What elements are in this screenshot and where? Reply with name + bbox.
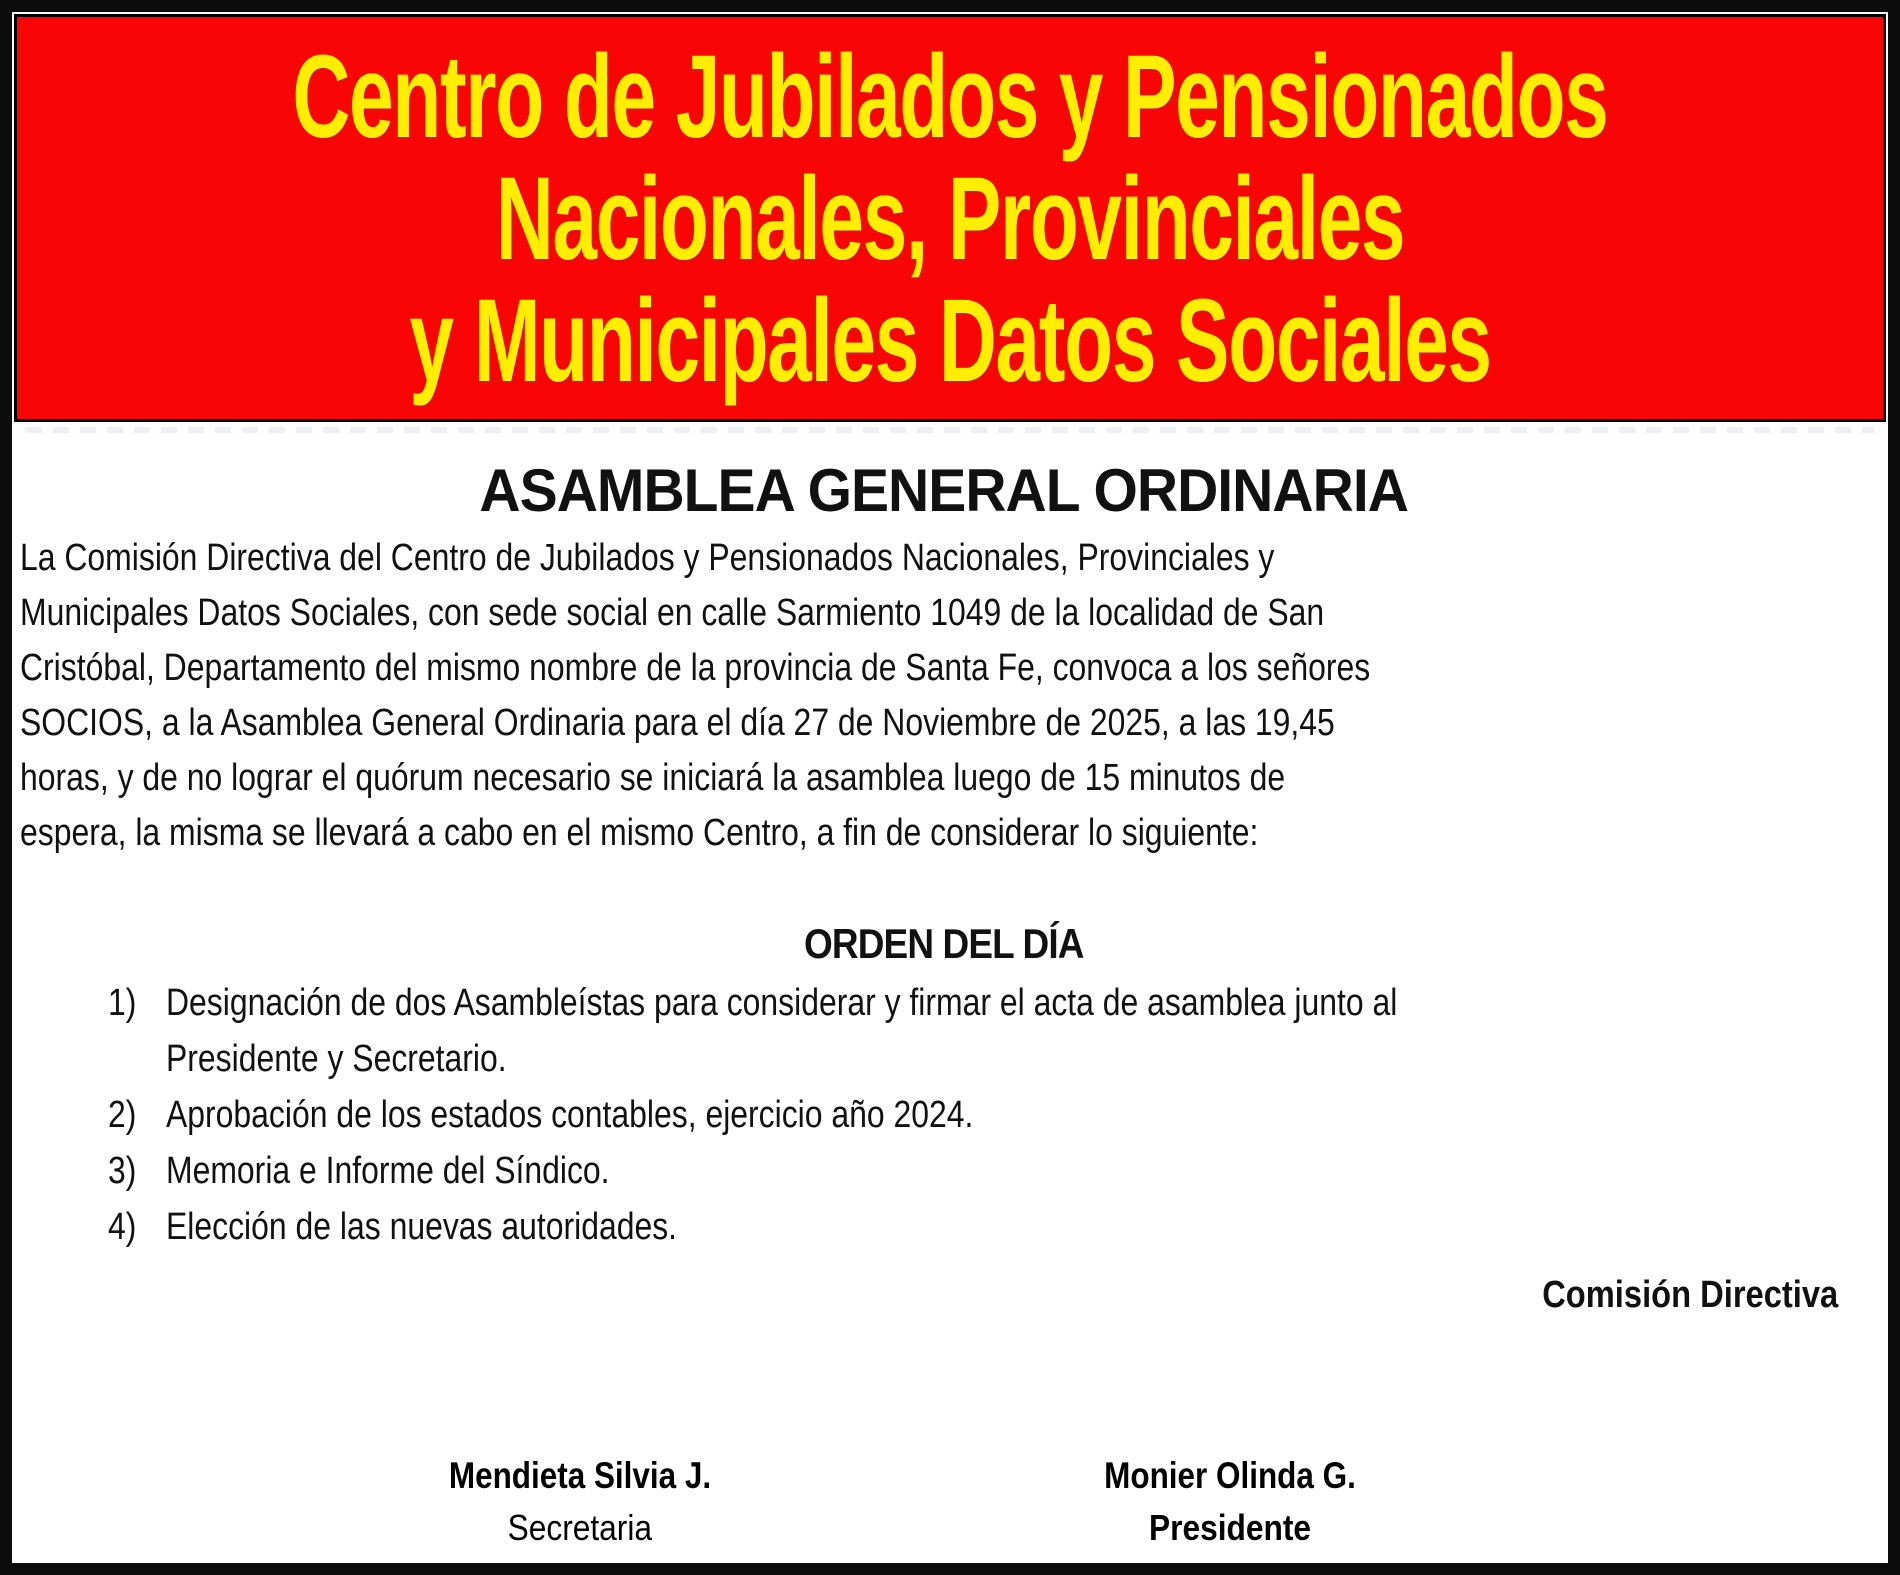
masthead-banner bbox=[14, 14, 1886, 422]
agenda-item-line bbox=[166, 1143, 1868, 1199]
signature-role-text: Presidente bbox=[1148, 1507, 1311, 1548]
agenda-item-number bbox=[108, 1199, 166, 1255]
paragraph-line bbox=[20, 586, 1868, 641]
agenda-item-number-text: 2) bbox=[108, 1094, 137, 1136]
closing-signoff-text: Comisión Directiva bbox=[1541, 1274, 1838, 1316]
agenda-title bbox=[20, 919, 1868, 969]
agenda-item-line bbox=[166, 975, 1868, 1031]
paragraph-line bbox=[20, 696, 1868, 751]
signature-name bbox=[1082, 1450, 1378, 1502]
notice-title bbox=[20, 457, 1868, 525]
agenda-item-body bbox=[166, 975, 1868, 1087]
notice-body bbox=[12, 433, 1888, 1321]
paragraph-line-text: Municipales Datos Sociales, con sede social en calle Sarmiento 1049 de la localidad de San bbox=[20, 592, 1325, 634]
agenda-item-line-text: Memoria e Informe del Síndico. bbox=[166, 1150, 610, 1192]
paragraph-line-text: horas, y de no lograr el quórum necesario se iniciará la asamblea luego de 15 minutos de bbox=[20, 757, 1286, 799]
banner-line bbox=[155, 275, 1745, 407]
banner-line-text: y Municipales Datos Sociales bbox=[409, 275, 1491, 407]
signature-role bbox=[1082, 1502, 1378, 1554]
banner-line-text: Centro de Jubilados y Pensionados bbox=[292, 31, 1608, 163]
signature-name-text: Monier Olinda G. bbox=[1104, 1455, 1356, 1496]
signature-name-text: Mendieta Silvia J. bbox=[448, 1455, 712, 1496]
agenda-item-number-text: 4) bbox=[108, 1206, 137, 1248]
banner-line bbox=[0, 31, 1900, 163]
agenda-item-number bbox=[108, 975, 166, 1031]
agenda-item-line-text: Elección de las nuevas autoridades. bbox=[166, 1206, 678, 1248]
paragraph-line-text: SOCIOS, a la Asamblea General Ordinaria para el día 27 de Noviembre de 2025, a las 19,45 bbox=[20, 702, 1335, 744]
paragraph-line bbox=[20, 531, 1868, 586]
agenda-item-4 bbox=[20, 1199, 1868, 1255]
agenda-item-1 bbox=[20, 975, 1868, 1087]
agenda-item-line-text: Presidente y Secretario. bbox=[166, 1038, 507, 1080]
signature-role bbox=[426, 1502, 734, 1554]
banner-line-text: Nacionales, Provinciales bbox=[495, 153, 1405, 285]
paragraph-line-text: Cristóbal, Departamento del mismo nombre de la provincia de Santa Fe, convoca a los señores bbox=[20, 647, 1371, 689]
agenda-list bbox=[20, 975, 1868, 1255]
agenda-item-2 bbox=[20, 1087, 1868, 1143]
banner-line bbox=[282, 153, 1618, 285]
agenda-item-line bbox=[166, 1031, 1868, 1087]
paragraph-line bbox=[20, 806, 1868, 861]
agenda-item-line bbox=[166, 1087, 1868, 1143]
paragraph-line-text: espera, la misma se llevará a cabo en el mismo Centro, a fin de considerar lo siguiente: bbox=[20, 812, 1259, 854]
agenda-item-3 bbox=[20, 1143, 1868, 1199]
agenda-item-number-text: 1) bbox=[108, 982, 137, 1024]
paragraph-line bbox=[20, 641, 1868, 696]
convocation-paragraph bbox=[20, 531, 1868, 861]
signature-secretaria bbox=[426, 1450, 734, 1554]
signature-name bbox=[426, 1450, 734, 1502]
agenda-item-number bbox=[108, 1143, 166, 1199]
agenda-item-line-text: Aprobación de los estados contables, ejercicio año 2024. bbox=[166, 1094, 974, 1136]
notice-title-text: ASAMBLEA GENERAL ORDINARIA bbox=[479, 457, 1409, 524]
signature-presidente bbox=[1082, 1450, 1378, 1554]
agenda-item-line-text: Designación de dos Asambleístas para considerar y firmar el acta de asamblea junto al bbox=[166, 982, 1398, 1024]
closing-signoff bbox=[20, 1269, 1868, 1321]
signature-row bbox=[12, 1450, 1888, 1560]
agenda-item-number-text: 3) bbox=[108, 1150, 137, 1192]
scan-artifact-line bbox=[26, 427, 1874, 433]
agenda-item-body bbox=[166, 1143, 1868, 1199]
agenda-item-number bbox=[108, 1087, 166, 1143]
paragraph-line-text: La Comisión Directiva del Centro de Jubilados y Pensionados Nacionales, Provinciales y bbox=[20, 537, 1275, 579]
agenda-item-line bbox=[166, 1199, 1868, 1255]
agenda-title-text: ORDEN DEL DÍA bbox=[804, 920, 1084, 967]
signature-role-text: Secretaria bbox=[507, 1507, 653, 1548]
agenda-item-body bbox=[166, 1087, 1868, 1143]
agenda-item-body bbox=[166, 1199, 1868, 1255]
paragraph-line bbox=[20, 751, 1868, 806]
